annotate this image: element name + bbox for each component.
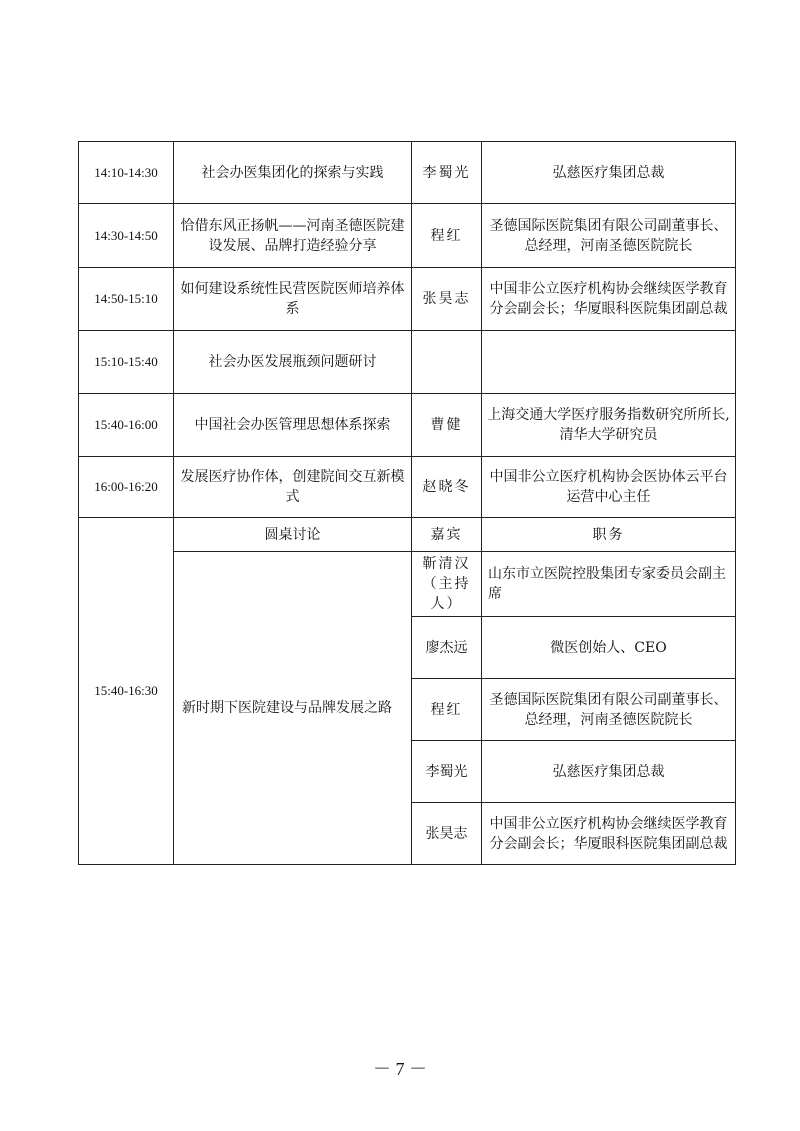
schedule-row: [79, 457, 736, 518]
roundtable-header-row: [79, 518, 736, 552]
time-cell: 14:30-14:50: [79, 204, 174, 268]
panelist-row: [79, 552, 736, 617]
schedule-row: [79, 394, 736, 457]
title-cell: [482, 331, 736, 394]
title-cell: 弘慈医疗集团总裁: [482, 142, 736, 204]
title-cell: 中国非公立医疗机构协会医协体云平台运营中心主任: [482, 457, 736, 518]
speaker-cell: 李蜀光: [412, 142, 482, 204]
topic-cell: 社会办医集团化的探索与实践: [174, 142, 412, 204]
title-cell: 上海交通大学医疗服务指数研究所所长,清华大学研究员: [482, 394, 736, 457]
time-cell: 16:00-16:20: [79, 457, 174, 518]
panelist-name-cell: 靳清汉（主持人）: [412, 552, 482, 617]
panelist-title-cell: 山东市立医院控股集团专家委员会副主席: [482, 552, 736, 617]
panelist-name-cell: 李蜀光: [412, 741, 482, 803]
schedule-row: [79, 204, 736, 268]
title-cell: 圣德国际医院集团有限公司副董事长、总经理，河南圣德医院院长: [482, 204, 736, 268]
panelist-title-cell: 中国非公立医疗机构协会继续医学教育分会副会长；华厦眼科医院集团副总裁: [482, 803, 736, 865]
topic-cell: 恰借东风正扬帆——河南圣德医院建设发展、品牌打造经验分享: [174, 204, 412, 268]
panelist-title-cell: 圣德国际医院集团有限公司副董事长、总经理，河南圣德医院院长: [482, 679, 736, 741]
roundtable-time-cell: 15:40-16:30: [79, 518, 174, 865]
roundtable-topic-header: 圆桌讨论: [174, 518, 412, 552]
title-cell: 中国非公立医疗机构协会继续医学教育分会副会长；华厦眼科医院集团副总裁: [482, 268, 736, 331]
panelist-title-cell: 弘慈医疗集团总裁: [482, 741, 736, 803]
speaker-cell: [412, 331, 482, 394]
panelist-name-cell: 程红: [412, 679, 482, 741]
topic-cell: 如何建设系统性民营医院医师培养体系: [174, 268, 412, 331]
schedule-row: [79, 331, 736, 394]
speaker-cell: 赵晓冬: [412, 457, 482, 518]
roundtable-speaker-header: 嘉宾: [412, 518, 482, 552]
speaker-cell: 程红: [412, 204, 482, 268]
topic-cell: 社会办医发展瓶颈问题研讨: [174, 331, 412, 394]
schedule-row: [79, 142, 736, 204]
roundtable-title-header: 职务: [482, 518, 736, 552]
time-cell: 14:50-15:10: [79, 268, 174, 331]
panelist-name-cell: 张昊志: [412, 803, 482, 865]
topic-cell: 中国社会办医管理思想体系探索: [174, 394, 412, 457]
speaker-cell: 张昊志: [412, 268, 482, 331]
schedule-table: [78, 141, 736, 865]
time-cell: 15:10-15:40: [79, 331, 174, 394]
roundtable-topic-cell: 新时期下医院建设与品牌发展之路: [174, 552, 412, 865]
time-cell: 15:40-16:00: [79, 394, 174, 457]
panelist-name-cell: 廖杰远: [412, 617, 482, 679]
speaker-cell: 曹健: [412, 394, 482, 457]
topic-cell: 发展医疗协作体，创建院间交互新模式: [174, 457, 412, 518]
time-cell: 14:10-14:30: [79, 142, 174, 204]
schedule-row: [79, 268, 736, 331]
page-number: － 7 －: [373, 1059, 427, 1079]
panelist-title-cell: 微医创始人、CEO: [482, 617, 736, 679]
